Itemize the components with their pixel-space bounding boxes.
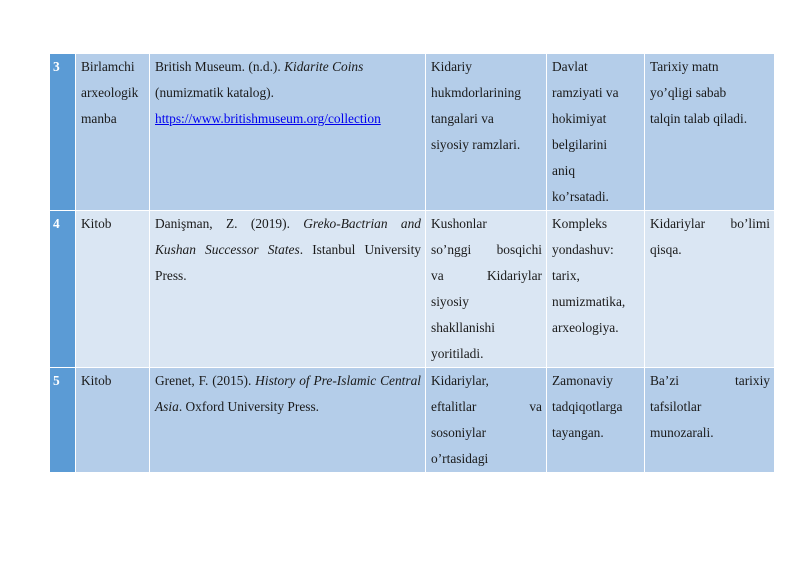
citation-title: Greko-Bactrian and Kushan Successor States xyxy=(155,216,421,257)
citation-rest: . Oxford University Press. xyxy=(178,399,320,414)
row-number: 4 xyxy=(50,211,76,368)
source-type-line: Kitob xyxy=(81,373,112,388)
method-line: tadqiqotlarga xyxy=(552,399,623,414)
method-line: ramziyati va xyxy=(552,85,619,100)
citation-rest: . Istanbul University Press. xyxy=(155,242,421,283)
source-type-line: arxeologik xyxy=(81,85,139,100)
content-line: va Kidariylar xyxy=(431,268,542,283)
source-type-cell xyxy=(76,54,150,211)
note-cell xyxy=(645,54,775,211)
method-line: hokimiyat xyxy=(552,111,607,126)
table-row xyxy=(50,368,775,473)
table-row xyxy=(50,54,775,211)
note-cell xyxy=(645,211,775,368)
source-type-cell xyxy=(76,211,150,368)
content-line: hukmdorlarining xyxy=(431,85,522,100)
method-line: tarix, xyxy=(552,268,580,283)
source-citation-cell xyxy=(150,54,426,211)
content-line: shakllanishi xyxy=(431,320,495,335)
content-line: o’rtasidagi xyxy=(431,451,489,466)
content-line: yoritiladi. xyxy=(431,346,484,361)
content-line: siyosiy xyxy=(431,294,469,309)
row-number: 5 xyxy=(50,368,76,473)
row-number: 3 xyxy=(50,54,76,211)
citation-author: Danişman, Z. (2019). xyxy=(155,216,304,231)
content-line: Kidariylar, xyxy=(431,373,489,388)
content-line: Kidariy xyxy=(431,59,472,74)
content-line: eftalitlar va xyxy=(431,399,542,414)
note-line: talqin talab qiladi. xyxy=(650,111,748,126)
method-line: yondashuv: xyxy=(552,242,614,257)
citation-author: British Museum. (n.d.). xyxy=(155,59,285,74)
method-line: Davlat xyxy=(552,59,588,74)
note-line: munozarali. xyxy=(650,425,714,440)
content-cell xyxy=(426,54,547,211)
content-line: siyosiy ramzlari. xyxy=(431,137,521,152)
method-cell xyxy=(547,54,645,211)
source-citation-cell xyxy=(150,211,426,368)
literature-review-table xyxy=(49,53,775,473)
content-line: sosoniylar xyxy=(431,425,487,440)
method-line: belgilarini xyxy=(552,137,608,152)
method-line: tayangan. xyxy=(552,425,604,440)
note-line: Kidariylar bo’limi xyxy=(650,216,770,231)
method-cell xyxy=(547,368,645,473)
source-type-cell xyxy=(76,368,150,473)
content-cell xyxy=(426,368,547,473)
note-line: tafsilotlar xyxy=(650,399,702,414)
method-line: Kompleks xyxy=(552,216,608,231)
note-line: Tarixiy matn xyxy=(650,59,719,74)
source-citation-cell xyxy=(150,368,426,473)
method-line: arxeologiya. xyxy=(552,320,619,335)
source-type-line: Birlamchi xyxy=(81,59,135,74)
collection-link[interactable]: https://www.britishmuseum.org/collection xyxy=(155,111,381,126)
content-line: tangalari va xyxy=(431,111,494,126)
source-type-line: Kitob xyxy=(81,216,112,231)
method-line: aniq xyxy=(552,163,576,178)
citation-title: Kidarite Coins xyxy=(284,59,364,74)
source-type-line: manba xyxy=(81,111,117,126)
table-row xyxy=(50,211,775,368)
citation-rest: (numizmatik katalog). xyxy=(155,85,274,100)
note-line: yo’qligi sabab xyxy=(650,85,727,100)
content-cell xyxy=(426,211,547,368)
citation-title: History of Pre-Islamic Central Asia xyxy=(155,373,422,414)
method-cell xyxy=(547,211,645,368)
content-line: so’nggi bosqichi xyxy=(431,242,542,257)
note-line: qisqa. xyxy=(650,242,682,257)
note-cell xyxy=(645,368,775,473)
method-line: ko’rsatadi. xyxy=(552,189,609,204)
method-line: numizmatika, xyxy=(552,294,626,309)
content-line: Kushonlar xyxy=(431,216,487,231)
citation-author: Grenet, F. (2015). xyxy=(155,373,256,388)
note-line: Ba’zi tarixiy xyxy=(650,373,770,388)
method-line: Zamonaviy xyxy=(552,373,613,388)
